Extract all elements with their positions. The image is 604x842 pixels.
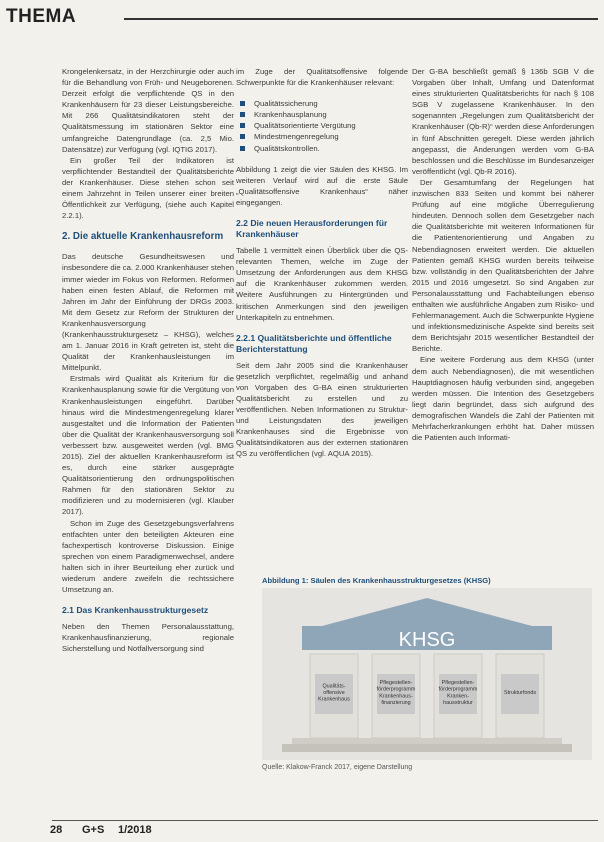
pillars-diagram <box>262 588 592 760</box>
header-rule <box>124 18 598 20</box>
figure-canvas <box>262 588 592 760</box>
roof-label: KHSG <box>398 629 456 651</box>
pillar-label: Pflegestellen-förderprogramm Krankenhaus-finanzierung <box>376 680 416 706</box>
figure-caption: Abbildung 1: Säulen des Krankenhausstrukturgesetzes (KHSG) <box>262 576 491 585</box>
issue-number: 1/2018 <box>118 824 152 836</box>
paragraph: Abbildung 1 zeigt die vier Säulen des KHSG. Im weiteren Verlauf wird auf die erste Säule „Qualitätsoffensive Krankenhaus“ näher eingegangen. <box>236 164 408 207</box>
paragraph: Der G-BA beschließt gemäß § 136b SGB V die Vorgaben über Inhalt, Umfang und Datenformat eines strukturierten Qualitätsberichts für nach § 108 SGB V zugelassene Krankenhäuser. In den sogenannten „Regelungen zum Qualitätsbericht der Krankenhäuser (Qb-R)“ werden diese Anforderungen in fünf Abschnitten geregelt. Diese werden jährlich angepasst, die Änderungen werden vom G-BA beschlossen und die Beschlüsse im Bundesanzeiger veröffentlicht (vgl. Qb-R 2016). <box>412 67 594 176</box>
paragraph: Der Gesamtumfang der Regelungen hat inzwischen 833 Seiten und kommt bei näherer Prüfung auf eine mögliche Überregulierung hindeuten. Dennoch sollen dem Gesetzgeber nach die Qualitätsberichte mit weiteren Informationen für die Patientenorientierung und Angaben zu Nebendiagnosen erweitert werden. Die aktuellen Patienten gemäß KHSG wurden bereits teilweise bzw. vollständig in den Qualitätsberichten der Jahre 2015 und 2016 umgesetzt. So sind Angaben zur Personalausstattung und Fachabteilungen ebenso enthalten wie ausführliche Angaben zum Risiko- und Fehlermanagement. Auch die Schwerpunkte Hygiene und infektionsmedizinische Aspekte sind bereits seit dem Berichtsjahr 2015 wesentlicher Bestandteil der Berichte. <box>412 177 594 354</box>
base-step-bottom <box>282 744 572 752</box>
subsection-heading: 2.2.1 Qualitätsberichte und öffentliche Berichterstattung <box>236 332 392 354</box>
paragraph: Schon im Zuge des Gesetzgebungsverfahrens entfachten unter den beteiligten Akteuren eine fachexpertisch kontroverse Diskussion. Einige sprechen von einem Paradigmenwechsel, andere halten sich in ihrer Beurteilung eher zurück und wiederum andere zweifeln die rechtssichere Umsetzung an. <box>62 518 234 595</box>
page-header <box>0 0 604 38</box>
subsection-heading: 2.2 Die neuen Herausforderungen für Krankenhäuser <box>236 218 388 240</box>
paragraph: Ein großer Teil der Indikatoren ist verpflichtender Bestandteil der Qualitätsberichte der Krankenhäuser. Diese stehen schon seit einem Jahrzehnt in Teilen unserer einer breiten Öffentlichkeit zur Verfügung, (siehe auch Kapitel 2.2.1). <box>62 155 234 221</box>
page-footer <box>0 820 604 842</box>
pillar-label: Strukturfonds <box>503 690 537 696</box>
pillar-label: Pflegestellen-förderprogramm Kranken-hausstruktur <box>438 680 478 706</box>
paragraph: Erstmals wird Qualität als Kriterium für die Krankenhausplanung sowie für die Vergütung von Krankenhausleistungen eingeführt. Darüber hinaus wird die Mindestmengenregelung klarer ausgestaltet und die Information der Patienten über die Qualität der Krankenhausversorgung soll verbessert bzw. ausgeweitet werden (vgl. BMG 2015). Ziel der aktuellen Krankenhausreform ist es, durch eine stärker ausgeprägte Qualitätsorientierung den ordnungspolitischen Rahmen für den stationären Sektor zu modifizieren und zu modernisieren (vgl. Klauber 2017). <box>62 374 234 517</box>
footer-rule <box>52 820 598 821</box>
list-item: Qualitätsorientierte Vergütung <box>250 120 408 131</box>
figure-source: Quelle: Klakow-Franck 2017, eigene Darstellung <box>262 764 413 771</box>
paragraph: Das deutsche Gesundheitswesen und insbesondere die ca. 2.000 Krankenhäuser stehen immer wieder im Fokus von Reformen. Reformen haben einen festen Ablauf, die Reformen mit Jahren im Jahr der Einführung der DRGs 2003. Mit dem Gesetz zur Reform der Strukturen der Krankenhausversorgung (Krankenhausstrukturgesetz – KHSG), welches am 1. Januar 2016 in Kraft getreten ist, steht die Qualität der Krankenhausleistungen im Mittelpunkt. <box>62 252 234 373</box>
base-step-top <box>292 738 562 744</box>
figure-khsg-pillars <box>262 576 592 791</box>
paragraph: Neben den Themen Personalausstattung, Krankenhausfinanzierung, regionale Sicherstellung und Notfallversorgung sind <box>62 622 234 654</box>
page-number: 28 <box>50 824 63 836</box>
list-item: Qualitätssicherung <box>250 98 408 109</box>
paragraph: Krongelenkersatz, in der Herzchirurgie oder auch für die Behandlung von Früh- und Neugeborenen. Derzeit erfolgt die verpflichtende QS in den Krankenhäusern für 23 dieser Leistungsbereiche. Mit 266 Qualitätsindikatoren steht der Qualitätsmessung im stationären Sektor eine umfangreiche Datengrundlage (ca. 2,5 Mio. Datensätze) zur Verfügung (vgl. IQTIG 2017). <box>62 67 234 154</box>
paragraph: im Zuge der Qualitätsoffensive folgende Schwerpunkte für die Krankenhäuser relevant: <box>236 67 408 88</box>
section-heading: 2. Die aktuelle Krankenhausreform <box>62 231 224 243</box>
paragraph: Seit dem Jahr 2005 sind die Krankenhäuser gesetzlich verpflichtet, regelmäßig und anhand von Vorgaben des G-BA einen strukturierten Qualitätsbericht zu erstellen und zu veröffentlichen. Neben Informationen zu Struktur- und Leistungsdaten des jeweiligen Krankenhauses sind die Ergebnisse von Qualitätsindikatoren aus der externen stationären QS zu veröffentlichen (vgl. AQUA 2015). <box>236 360 408 459</box>
subsection-heading: 2.1 Das Krankenhausstrukturgesetz <box>62 605 209 616</box>
pillar-label: Qualitäts-offensive Krankenhaus <box>318 683 350 703</box>
bullet-list <box>236 98 408 153</box>
list-item: Mindestmengenregelung <box>250 131 408 142</box>
pillars-group <box>310 654 544 738</box>
paragraph: Eine weitere Forderung aus dem KHSG (unter dem auch Nebendiagnosen), die mit wesentlichen Hauptdiagnosen häufig verbunden sind, angegeben werden müssen. Die Intention des Gesetzgebers liegt darin begründet, dass sich aufgrund des demografischen Wandels die Zahl der Patienten mit Mehrfacherkrankungen erhöht hat. Daher müssen die Patienten auch Informati- <box>412 355 594 443</box>
list-item: Krankenhausplanung <box>250 109 408 120</box>
roof-shape <box>322 598 532 626</box>
section-title: THEMA <box>6 6 77 27</box>
paragraph: Tabelle 1 vermittelt einen Überblick über die QS-relevanten Themen, welche im Zuge der Umsetzung der Anforderungen aus dem KHSG auf die Krankenhäuser zukommen werden. Weitere Ausführungen zu Hintergründen und kritischen Anmerkungen sind den jeweiligen Unterkapiteln zu entnehmen. <box>236 246 408 322</box>
text-column-3 <box>412 66 594 443</box>
text-column-1 <box>62 66 234 655</box>
text-column-2 <box>236 66 408 460</box>
journal-name: G+S <box>82 824 105 836</box>
list-item: Qualitätskontrollen. <box>250 143 408 154</box>
